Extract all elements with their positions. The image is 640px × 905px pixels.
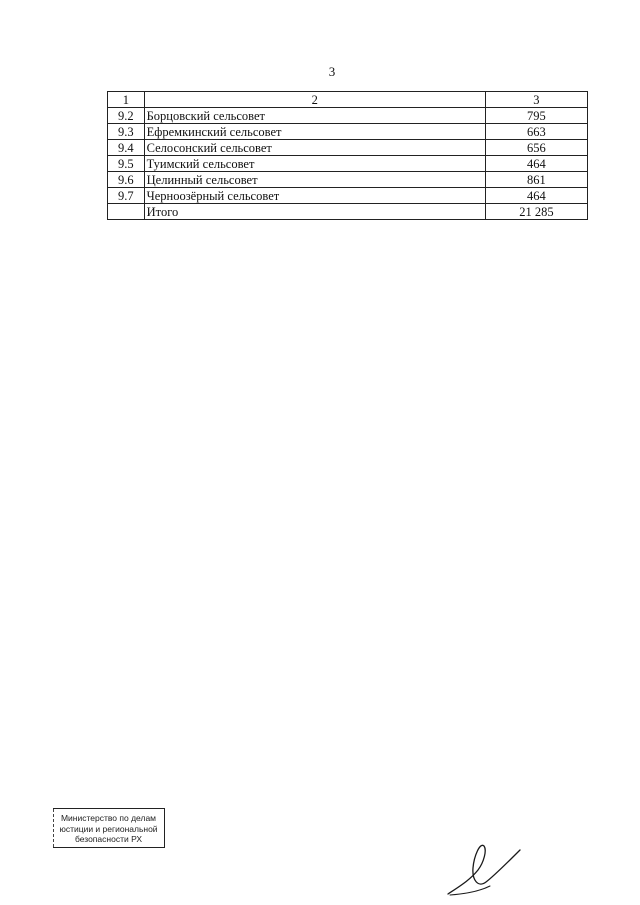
total-label: Итого — [144, 204, 485, 220]
row-name: Ефремкинский сельсовет — [144, 124, 485, 140]
row-value: 656 — [485, 140, 587, 156]
table-row — [108, 140, 588, 156]
table-row — [108, 156, 588, 172]
row-number: 9.5 — [108, 156, 145, 172]
row-number: 9.2 — [108, 108, 145, 124]
total-number — [108, 204, 145, 220]
row-name: Селосонский сельсовет — [144, 140, 485, 156]
row-name: Целинный сельсовет — [144, 172, 485, 188]
page-number: 3 — [328, 64, 336, 79]
row-value: 663 — [485, 124, 587, 140]
stamp-line-3: безопасности РХ — [74, 834, 143, 844]
row-value: 795 — [485, 108, 587, 124]
row-value: 464 — [485, 156, 587, 172]
row-value: 464 — [485, 188, 587, 204]
data-table — [107, 91, 588, 220]
table-header-row — [108, 92, 588, 108]
signature — [440, 836, 530, 898]
row-number: 9.4 — [108, 140, 145, 156]
table-total-row — [108, 204, 588, 220]
ministry-stamp — [53, 808, 165, 848]
table-row — [108, 124, 588, 140]
row-name: Борцовский сельсовет — [144, 108, 485, 124]
table-row — [108, 172, 588, 188]
header-col-1: 1 — [108, 92, 145, 108]
header-col-3: 3 — [485, 92, 587, 108]
row-number: 9.3 — [108, 124, 145, 140]
row-name: Черноозёрный сельсовет — [144, 188, 485, 204]
header-col-2: 2 — [144, 92, 485, 108]
total-value: 21 285 — [485, 204, 587, 220]
table-row — [108, 108, 588, 124]
row-number: 9.6 — [108, 172, 145, 188]
stamp-line-2: юстиции и региональной — [59, 823, 158, 834]
table-row — [108, 188, 588, 204]
stamp-edge — [53, 809, 54, 847]
row-name: Туимский сельсовет — [144, 156, 485, 172]
row-value: 861 — [485, 172, 587, 188]
row-number: 9.7 — [108, 188, 145, 204]
stamp-line-1: Министерство по делам — [60, 813, 157, 823]
